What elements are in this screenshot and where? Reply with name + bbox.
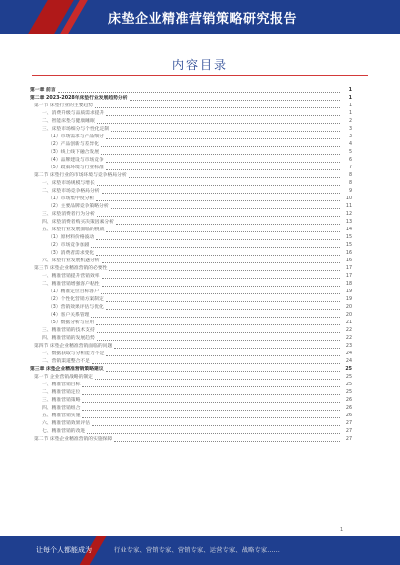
toc-entry[interactable] [30,312,352,320]
toc-leader-dots [96,200,340,201]
toc-entry-title: 六、精准营销效果评估 [42,421,90,427]
toc-leader-dots [96,324,340,325]
toc-entry[interactable] [30,405,352,413]
toc-entry-page: 27 [345,421,352,427]
toc-entry[interactable] [30,420,352,428]
toc-entry-page: 24 [345,359,352,365]
toc-entry-title: 三、床垫消费者行为分析 [42,211,95,217]
toc-leader-dots [97,185,340,186]
toc-entry[interactable] [30,428,352,436]
toc-leader-dots [58,92,340,93]
toc-entry-page: 1 [348,87,352,93]
toc-entry-title: 第一节 床垫行业的主要趋势 [34,103,94,109]
toc-entry[interactable] [30,141,352,149]
toc-entry-title: 第一节 企业营销战略的制定 [34,374,94,380]
toc-entry[interactable] [30,103,352,111]
toc-entry-title: （1）精准定位目标客户 [48,289,100,295]
toc-entry-page: 7 [348,165,352,171]
toc-leader-dots [95,107,340,108]
toc-entry[interactable] [30,110,352,118]
toc-entry-title: 二、精准营销增强客户粘性 [42,281,100,287]
toc-entry[interactable] [30,289,352,297]
header-banner [0,0,400,34]
toc-leader-dots [102,286,340,287]
toc-entry-title: 五、床垫行业发展面临的挑战 [42,227,105,233]
footer-banner [0,536,400,565]
toc-leader-dots [96,255,340,256]
toc-entry[interactable] [30,196,352,204]
toc-leader-dots [106,301,340,302]
toc-entry-page: 27 [345,436,352,442]
toc-entry-page: 25 [345,390,352,396]
toc-entry-page: 5 [348,149,352,155]
toc-entry[interactable] [30,366,352,374]
toc-entry-page: 19 [345,297,352,303]
toc-entry-page: 15 [345,242,352,248]
toc-entry-page: 22 [345,335,352,341]
toc-leader-dots [106,231,340,232]
toc-entry[interactable] [30,273,352,281]
toc-entry[interactable] [30,281,352,289]
toc-leader-dots [106,169,340,170]
toc-leader-dots [82,417,340,418]
toc-leader-dots [101,154,340,155]
toc-leader-dots [106,371,340,372]
toc-leader-dots [109,270,340,271]
toc-entry-title: （2）主要品牌竞争策略分析 [48,204,109,210]
toc-leader-dots [97,216,340,217]
toc-entry-page: 9 [348,188,352,194]
toc-entry-page: 27 [345,428,352,434]
toc-entry-title: 第三节 床垫企业精准营销的必要性 [34,266,108,272]
toc-entry-page: 14 [345,227,352,233]
toc-entry-title: （3）消费者需求变化 [48,250,95,256]
toc-entry-page: 8 [348,173,352,179]
toc-leader-dots [102,278,340,279]
toc-entry-page: 3 [348,126,352,132]
toc-leader-dots [92,425,340,426]
toc-entry-page: 21 [345,320,352,326]
toc-entry-page: 17 [345,266,352,272]
toc-entry-page: 8 [348,180,352,186]
toc-entry-page: 13 [345,219,352,225]
report-title: 床垫企业精准营销策略研究报告 [108,12,298,27]
toc-leader-dots [114,348,340,349]
toc-leader-dots [101,293,340,294]
toc-leader-dots [82,394,340,395]
toc-leader-dots [106,138,340,139]
toc-entry[interactable] [30,227,352,235]
toc-entry[interactable] [30,126,352,134]
toc-entry-title: （1）市场需求与产品细分 [48,134,104,140]
toc-entry[interactable] [30,374,352,382]
toc-leader-dots [91,247,340,248]
toc-leader-dots [116,224,340,225]
toc-leader-dots [106,162,340,163]
toc-entry-page: 15 [345,235,352,241]
toc-entry[interactable] [30,397,352,405]
toc-entry-title: 第二章 2023-2028年床垫行业发展趋势分析 [30,95,128,101]
toc-entry-title: 六、床垫行业发展机遇分析 [42,258,100,264]
toc-entry-page: 18 [345,281,352,287]
toc-leader-dots [97,332,340,333]
toc-entry-page: 26 [345,413,352,419]
toc-leader-dots [111,131,340,132]
toc-entry[interactable] [30,203,352,211]
toc-entry-page: 2 [348,118,352,124]
toc-leader-dots [111,208,340,209]
toc-divider [32,75,368,76]
toc-entry[interactable] [30,358,352,366]
toc-entry-page: 16 [345,258,352,264]
toc-entry-page: 1 [348,95,352,101]
toc-entry-title: （1）原材料价格波动 [48,235,95,241]
toc-entry-title: 四、床垫消费者购买决策因素分析 [42,219,114,225]
toc-entry[interactable] [30,304,352,312]
toc-entry-title: 二、床垫市场竞争格局分析 [42,188,100,194]
toc-entry[interactable] [30,265,352,273]
toc-entry-title: 第三章 床垫企业精准营销策略建议 [30,366,104,372]
toc-leader-dots [82,402,340,403]
toc-leader-dots [87,433,340,434]
toc-entry-title: 一、精准营销目标 [42,382,81,388]
toc-entry[interactable] [30,134,352,142]
toc-leader-dots [130,100,340,101]
toc-entry[interactable] [30,242,352,250]
toc-leader-dots [106,115,340,116]
toc-entry-page: 24 [345,351,352,357]
toc-leader-dots [106,355,340,356]
toc-entry-page: 6 [348,157,352,163]
toc-entry-title: （5）政策环境与行业标准 [48,165,104,171]
toc-entry[interactable] [30,413,352,421]
toc-leader-dots [97,123,340,124]
toc-entry-page: 25 [345,374,352,380]
toc-entry-page: 25 [345,366,352,372]
toc-leader-dots [102,262,340,263]
toc-entry-title: 二、营销渠道整合不足 [42,359,90,365]
toc-entry-page: 26 [345,397,352,403]
page-number: 1 [340,527,344,533]
toc-entry[interactable] [30,382,352,390]
toc-entry[interactable] [30,234,352,242]
toc-entry-page: 22 [345,328,352,334]
toc-entry[interactable] [30,389,352,397]
toc-entry-title: 三、精准营销的技术支持 [42,328,95,334]
toc-entry[interactable] [30,87,352,95]
toc-entry-title: 四、精准营销组合 [42,405,81,411]
toc-entry-title: （5）数据分析与应用 [48,320,95,326]
toc-entry-page: 4 [348,142,352,148]
toc-entry-title: 一、消费升级与品质需求提升 [42,111,105,117]
toc-entry[interactable] [30,95,352,103]
toc-entry-title: 三、精准营销策略 [42,397,81,403]
toc-entry[interactable] [30,351,352,359]
toc-entry-title: 第二节 床垫企业精准营销的实施保障 [34,436,113,442]
toc-leader-dots [91,317,340,318]
toc-entry-title: （3）线上线下融合发展 [48,149,100,155]
toc-entry-page: 11 [345,204,352,210]
toc-entry[interactable] [30,320,352,328]
footer-tagline: 行业专家、营销专家、营销专家、运营专家、战略专家…… [114,547,281,554]
toc-entry[interactable] [30,258,352,266]
toc-leader-dots [95,379,340,380]
toc-entry-title: （3）营销效果评估与优化 [48,304,104,310]
footer-slogan: 让每个人都能成为 [36,546,92,554]
toc-entry[interactable] [30,149,352,157]
toc-entry-page: 17 [345,273,352,279]
toc-entry-title: 第四节 床垫企业精准营销面临的问题 [34,343,113,349]
toc-heading: 内容目录 [171,58,228,72]
toc-entry[interactable] [30,250,352,258]
toc-entry[interactable] [30,219,352,227]
toc-entry[interactable] [30,436,352,444]
toc-entry-title: 第二节 床垫行业的市场环境与竞争格局分析 [34,173,127,179]
toc-entry-page: 1 [348,111,352,117]
table-of-contents [30,87,352,444]
toc-entry-title: （1）市场集中度分析 [48,196,95,202]
toc-entry-title: 五、精准营销实施 [42,413,81,419]
toc-leader-dots [106,309,340,310]
toc-entry-title: 三、床垫市场细分与个性化定制 [42,126,110,132]
toc-leader-dots [101,146,340,147]
toc-entry-page: 20 [345,304,352,310]
toc-entry-title: 一、床垫市场规模与增长 [42,180,95,186]
toc-entry-title: （2）产品创新与差异化 [48,142,100,148]
toc-entry[interactable] [30,335,352,343]
toc-entry-page: 1 [348,103,352,109]
toc-entry-title: 第一章 前言 [30,87,56,93]
toc-leader-dots [102,193,340,194]
toc-entry-title: 二、精准营销定位 [42,390,81,396]
toc-entry-page: 12 [345,211,352,217]
toc-entry[interactable] [30,180,352,188]
toc-entry[interactable] [30,118,352,126]
toc-leader-dots [82,386,340,387]
toc-entry-title: 一、精准营销提升营销效率 [42,273,100,279]
toc-entry-page: 3 [348,134,352,140]
toc-entry[interactable] [30,343,352,351]
toc-entry[interactable] [30,296,352,304]
toc-entry-page: 26 [345,405,352,411]
toc-entry-page: 25 [345,382,352,388]
toc-entry-title: （2）个性化营销方案制定 [48,297,104,303]
toc-leader-dots [114,441,340,442]
toc-entry-title: 四、精准营销的发展趋势 [42,335,95,341]
toc-entry-title: （2）市场竞争加剧 [48,242,90,248]
toc-entry-page: 16 [345,250,352,256]
toc-entry[interactable] [30,165,352,173]
toc-entry-page: 23 [345,343,352,349]
toc-entry[interactable] [30,157,352,165]
toc-leader-dots [96,239,340,240]
toc-entry[interactable] [30,211,352,219]
toc-entry-page: 10 [345,196,352,202]
toc-entry[interactable] [30,327,352,335]
toc-leader-dots [129,177,340,178]
toc-entry[interactable] [30,172,352,180]
toc-leader-dots [82,410,340,411]
toc-entry-page: 19 [345,289,352,295]
toc-leader-dots [92,363,340,364]
toc-entry[interactable] [30,188,352,196]
toc-entry-page: 20 [345,312,352,318]
toc-entry-title: （4）品牌建设与市场竞争 [48,157,104,163]
toc-entry-title: 一、数据获取与分析能力不足 [42,351,105,357]
toc-entry-title: 七、精准营销的改进 [42,428,86,434]
toc-leader-dots [97,340,340,341]
toc-entry-title: 二、智能床垫与健康睡眠 [42,118,95,124]
toc-entry-title: （4）客户关系管理 [48,312,90,318]
